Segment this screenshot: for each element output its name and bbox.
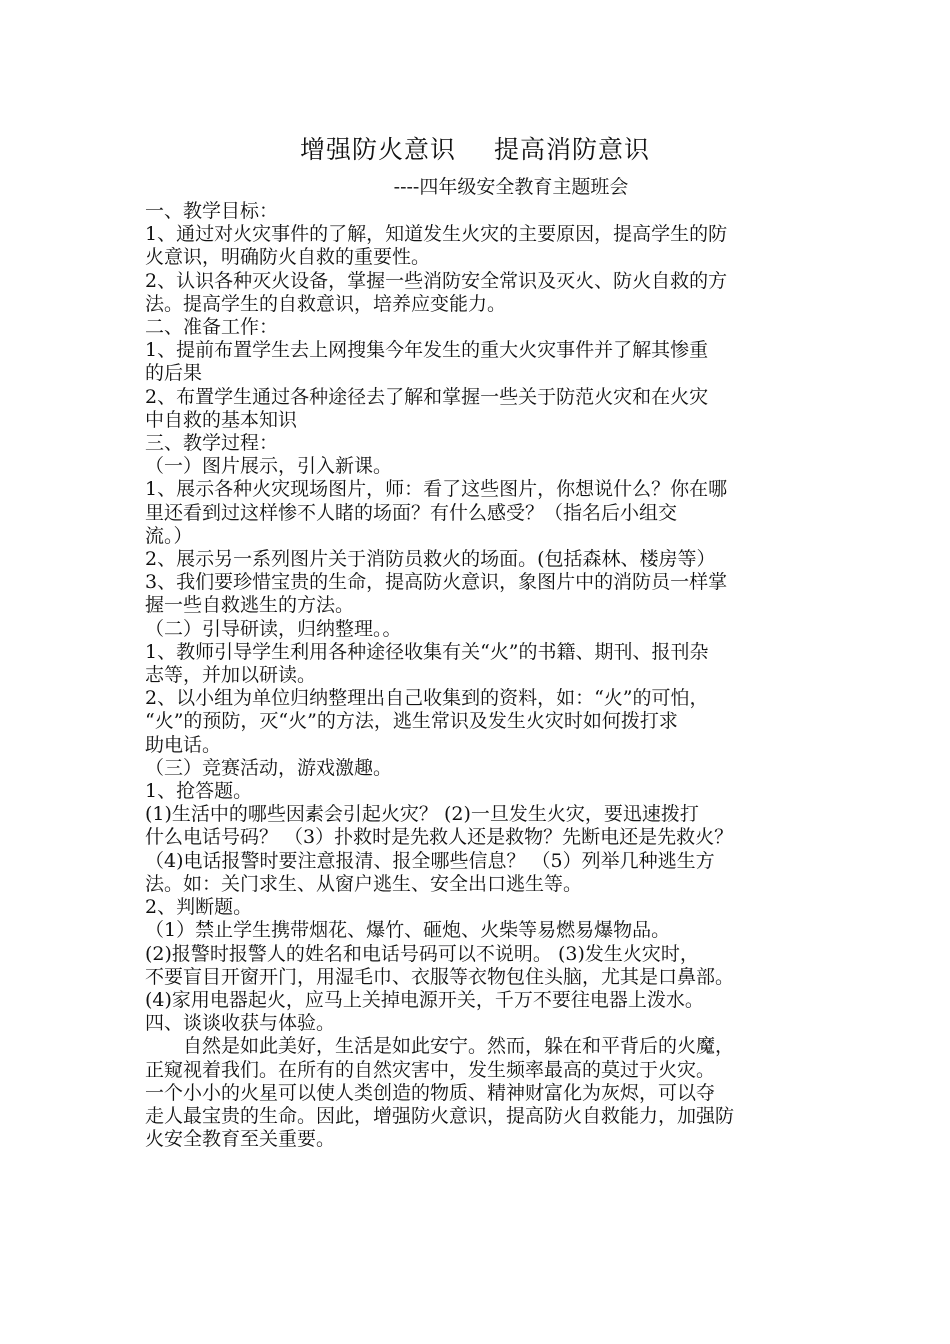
text-line: 自然是如此美好，生活是如此安宁。然而，躲在和平背后的火魔， (183, 1035, 735, 1058)
text-line: 流。） (145, 524, 193, 547)
title-part-1: 增强防火意识 (299, 135, 456, 164)
text-line: 中自救的基本知识 (145, 408, 298, 431)
text-line: 法。提高学生的自救意识，培养应变能力。 (145, 292, 507, 315)
text-line: 1、教师引导学生利用各种途径收集有关“火”的书籍、期刊、报刊杂 (145, 640, 709, 663)
text-line: 2、展示另一系列图片关于消防员救火的场面。(包括森林、楼房等） (145, 548, 716, 571)
text-line: (4)家用电器起火，应马上关掉电源开关，千万不要往电器上泼水。 (145, 988, 704, 1011)
text-line: 火安全教育至关重要。 (145, 1128, 336, 1151)
text-line: 一、教学目标： (145, 200, 279, 222)
text-line: 2、布置学生通过各种途径去了解和掌握一些关于防范火灾和在火灾 (145, 385, 709, 408)
text-line: （三）竞赛活动，游戏激趣。 (145, 756, 393, 779)
text-line: 3、我们要珍惜宝贵的生命，提高防火意识，象图片中的消防员一样掌 (145, 571, 728, 594)
title-part-2: 提高消防意识 (494, 135, 651, 164)
text-line: 2、判断题。 (145, 896, 253, 919)
text-line: 火意识，明确防火自救的重要性。 (145, 246, 431, 269)
text-line: 1、通过对火灾事件的了解，知道发生火灾的主要原因，提高学生的防 (145, 223, 728, 246)
text-line: 助电话。 (145, 733, 222, 756)
text-line: 一个小小的火星可以使人类创造的物质、精神财富化为灰烬，可以夺 (145, 1081, 716, 1104)
text-line: 法。如：关门求生、从窗户逃生、安全出口逃生等。 (145, 872, 583, 895)
text-line: （二）引导研读，归纳整理。。 (145, 617, 402, 640)
text-line: (1)生活中的哪些因素会引起火灾？ (2)一旦发生火灾，要迅速拨打 (145, 803, 699, 826)
text-line: 四、谈谈收获与体验。 (145, 1012, 336, 1035)
text-line: (2)报警时报警人的姓名和电话号码可以不说明。 (3)发生火灾时， (145, 942, 699, 965)
text-line: 走人最宝贵的生命。因此，增强防火意识，提高防火自救能力，加强防 (145, 1104, 735, 1127)
text-line: 什么电话号码？ （3）扑救时是先救人还是救物？先断电还是先救火？ (145, 826, 734, 849)
document-title (0, 133, 950, 167)
document-body (145, 200, 825, 1151)
text-line: 志等，并加以研读。 (145, 664, 317, 687)
text-line: 1、抢答题。 (145, 780, 253, 803)
text-line: 握一些自救逃生的方法。 (145, 594, 355, 617)
text-line: 三、教学过程： (145, 432, 279, 455)
text-line: 1、展示各种火灾现场图片，师：看了这些图片，你想说什么？你在哪 (145, 478, 728, 501)
text-line: 不要盲目开窗开门，用湿毛巾、衣服等衣物包住头脑，尤其是口鼻部。 (145, 965, 735, 988)
text-line: （4)电话报警时要注意报清、报全哪些信息？ （5）列举几种逃生方 (145, 849, 715, 872)
document-subtitle (0, 174, 950, 200)
text-line: 里还看到过这样惨不人睹的场面？有什么感受？（指名后小组交 (145, 501, 678, 524)
text-line: 1、提前布置学生去上网搜集今年发生的重大火灾事件并了解其惨重 (145, 339, 709, 362)
text-line: 二、准备工作： (145, 316, 279, 339)
text-line: 的后果 (145, 362, 203, 385)
text-line: （一）图片展示，引入新课。 (145, 455, 393, 478)
text-line: 2、以小组为单位归纳整理出自己收集到的资料，如：“火”的可怕， (145, 687, 709, 710)
text-line: （1）禁止学生携带烟花、爆竹、砸炮、火柴等易燃易爆物品。 (145, 919, 671, 942)
subtitle-text: ----四年级安全教育主题班会 (393, 176, 629, 198)
text-line: 正窥视着我们。在所有的自然灾害中，发生频率最高的莫过于火灾。 (145, 1058, 716, 1081)
text-line: 2、认识各种灭火设备，掌握一些消防安全常识及灭火、防火自救的方 (145, 269, 728, 292)
text-line: “火”的预防，灭“火”的方法，逃生常识及发生火灾时如何拨打求 (145, 710, 678, 733)
